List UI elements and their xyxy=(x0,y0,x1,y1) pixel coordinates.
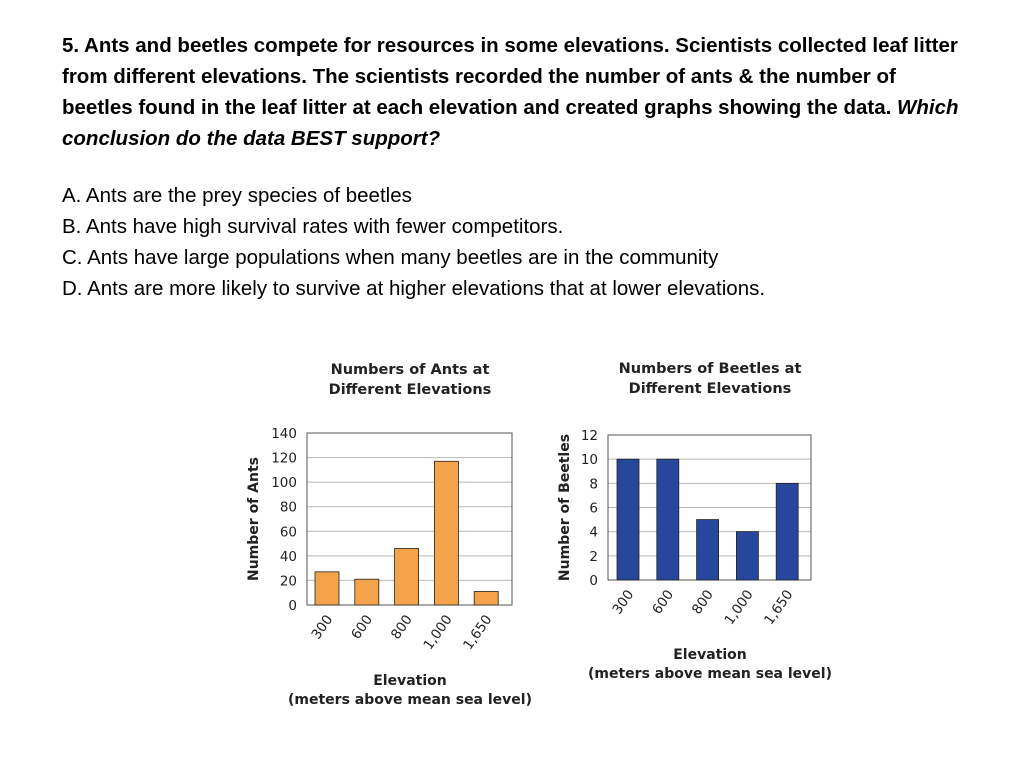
beetles-bar-800 xyxy=(697,520,719,580)
beetles-y-tick-label: 8 xyxy=(589,476,598,493)
ants-chart-title: Numbers of Ants at xyxy=(330,362,490,378)
beetles-x-tick-label: 800 xyxy=(688,587,717,618)
ants-x-tick-label: 1,000 xyxy=(420,612,456,653)
ants-x-tick-label: 1,650 xyxy=(460,612,496,653)
question-prompt: Which conclusion do the data BEST support? xyxy=(62,96,959,150)
beetles-bar-600 xyxy=(657,459,679,580)
ants-y-tick-label: 120 xyxy=(271,450,297,467)
beetles-y-tick-label: 0 xyxy=(589,573,598,589)
beetles-x-axis-label: Elevation xyxy=(673,647,747,663)
ants-y-tick-label: 20 xyxy=(279,573,297,590)
beetles-chart-title: Different Elevations xyxy=(628,381,792,397)
ants-x-tick-label: 600 xyxy=(348,612,377,643)
ants-bar-800 xyxy=(395,548,419,605)
question-text xyxy=(62,30,962,154)
ants-x-axis-label: (meters above mean sea level) xyxy=(288,692,532,708)
beetles-chart-title: Numbers of Beetles at xyxy=(618,361,802,377)
ants-bar-1000 xyxy=(434,461,458,605)
ants-bar-1650 xyxy=(474,591,498,605)
beetles-bar-1650 xyxy=(776,483,798,580)
beetles-y-axis-label: Number of Beetles xyxy=(557,433,573,582)
beetles-x-tick-label: 300 xyxy=(609,587,638,618)
beetles-y-tick-label: 10 xyxy=(580,452,598,469)
beetles-x-tick-label: 1,000 xyxy=(721,587,757,628)
question-lead: 5. Ants and beetles compete for resources in some elevations. Scientists collected leaf litter from different elevations. The scientists recorded the number of ants & the number of beetles found in the leaf litter at each elevation and created graphs showing the data. xyxy=(62,34,958,119)
option-d: D. Ants are more likely to survive at higher elevations that at lower elevations. xyxy=(62,277,766,300)
ants-y-axis-label: Number of Ants xyxy=(246,457,262,581)
beetles-y-tick-label: 4 xyxy=(589,524,598,541)
beetles-x-tick-label: 1,650 xyxy=(761,587,797,628)
ants-x-tick-label: 300 xyxy=(308,612,337,643)
beetles-y-tick-label: 6 xyxy=(589,500,598,517)
beetles-bar-1000 xyxy=(736,532,758,580)
ants-chart-title: Different Elevations xyxy=(328,382,492,398)
ants-x-tick-label: 800 xyxy=(387,612,416,643)
option-c: C. Ants have large populations when many beetles are in the community xyxy=(62,246,719,269)
ants-x-axis-label: Elevation xyxy=(373,673,447,689)
beetles-y-tick-label: 2 xyxy=(589,548,598,565)
ants-bar-300 xyxy=(315,572,339,605)
ants-y-tick-label: 40 xyxy=(279,548,297,565)
ants-y-tick-label: 60 xyxy=(279,524,297,541)
option-b: B. Ants have high survival rates with fewer competitors. xyxy=(62,215,564,238)
ants-y-tick-label: 80 xyxy=(279,499,297,516)
answer-options xyxy=(62,180,962,304)
beetles-y-tick-label: 12 xyxy=(580,428,598,444)
ants-chart xyxy=(246,362,532,708)
ants-y-tick-label: 140 xyxy=(271,426,297,442)
beetles-bar-300 xyxy=(617,459,639,580)
beetles-chart xyxy=(557,361,832,682)
ants-y-tick-label: 0 xyxy=(288,598,297,614)
beetles-x-tick-label: 600 xyxy=(649,587,678,618)
charts-area xyxy=(0,340,1024,720)
ants-bar-600 xyxy=(355,579,379,605)
ants-y-tick-label: 100 xyxy=(271,475,297,492)
option-a: A. Ants are the prey species of beetles xyxy=(62,184,412,207)
beetles-x-axis-label: (meters above mean sea level) xyxy=(588,666,832,682)
